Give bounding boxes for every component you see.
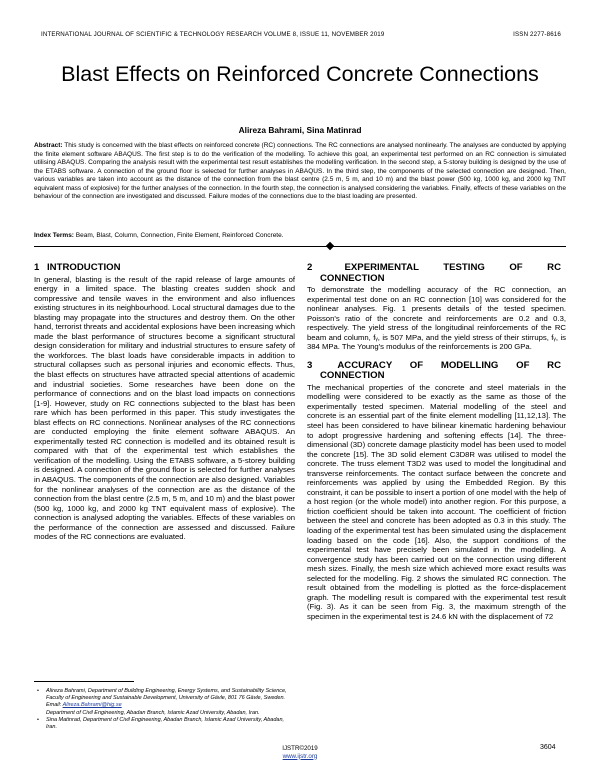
journal-name: INTERNATIONAL JOURNAL OF SCIENTIFIC & TECHNOLOGY RESEARCH VOLUME 8, ISSUE 11, NOVEMBER 2019	[41, 31, 385, 38]
section-heading-line: CONNECTION	[320, 272, 385, 284]
journal-url-link[interactable]: www.ijstr.org	[282, 752, 318, 760]
section-heading-accuracy	[307, 361, 566, 382]
section-heading-line	[307, 263, 566, 274]
section-number: 2	[307, 262, 313, 273]
index-terms-text: Beam, Blast, Column, Connection, Finite Element, Reinforced Concrete.	[75, 232, 284, 239]
affiliations	[34, 681, 295, 731]
paper-title: Blast Effects on Reinforced Concrete Connections	[61, 62, 539, 86]
author-email-link[interactable]: Alireza.Bahrami@hig.se	[62, 702, 122, 709]
section-heading-line: CONNECTION	[320, 370, 385, 382]
left-column	[34, 263, 295, 542]
abstract-label: Abstract:	[34, 142, 63, 149]
running-header	[41, 31, 561, 38]
section-separator	[34, 243, 566, 251]
affiliation-text: Sina Matinrad, Department of Civil Engineering, Abadan Branch, Islamic Azad University, Abadan, Iran.	[46, 716, 285, 731]
separator-line	[34, 246, 566, 247]
affiliation-text: Alireza Bahrami, Department of Building Engineering, Energy Systems, and Sustainability Science, Faculty of Engineering and Sustainable Development, University of Gävle, 801 76 Gävle, Sweden. Email:	[46, 688, 287, 709]
footnote-rule	[34, 681, 134, 682]
right-column	[307, 263, 566, 622]
affiliation-item	[46, 717, 295, 731]
section-number: 1	[34, 262, 40, 273]
index-terms	[34, 232, 566, 240]
section-heading-introduction	[34, 263, 295, 274]
introduction-text: In general, blasting is the result of the rapid release of large amounts of energy in a limited space. The blasting creates sudden shock and compressive and tensile waves in the environment and also influences existing structures in its neighbourhood. Local structural damages due to the blasting may propagate into the structures and destroy them. On the other hand, terrorist threats and accidental explosions have been increasing which made the blast performance of structures become a significant structural design consideration for military and industrial structures to ensure safety of the workforces. The blast loads have considerable impacts in addition to structural collapses such as personal injuries and economic effects. Thus, the blast effects on structures have attracted special attentions of academic and industrial societies. Some researches have been done on the performance of connections and on the blast load impacts on connections [1-9]. However, study on RC connections subjected to the blast has been rare which has been performed in this paper. This study investigates the blast effects on RC connections. Nonlinear analyses of the RC connections are conducted employing the finite element software ABAQUS. An experimentally tested RC connection is modelled and its obtained result is compared with that of the experimental test which establishes the verification of the modelling. Using the ETABS software, a 5-storey building is designed. A connection of the ground floor is selected for further analyses in ABAQUS. The components of the connection are also designed. Variables for the nonlinear analyses of the connection are as the distance of the connection from the blast centre (2.5 m, 5 m, and 10 m) and the blast power (500 kg, 1000 kg, and 2000 kg TNT equivalent mass of explosive). The connection is analysed adopting the variables. Effects of these variables on the performance of the connection are assessed and discussed. Failure modes of the RC connections are evaluated.	[34, 274, 295, 542]
experimental-text: To demonstrate the modelling accuracy of the RC connection, an experimental test done on an RC connection [10] was considered for the nonlinear analyses. Fig. 1 presents details of the tested specimen. Poisson's ratio of the concrete and reinforcements are 0.2 and 0.3, respectively. The yield stress of the longitudinal reinforcements of the RC beam and column, fᵧ, is 507 MPa, and the yield stress of their stirrups, fᵧ, is 384 MPa. The Young's modulus of the reinforcements is 200 GPa.	[307, 285, 566, 352]
abstract	[34, 142, 566, 202]
issn: ISSN 2277-8616	[513, 31, 561, 38]
accuracy-text: The mechanical properties of the concrete and steel materials in the modelling were considered to be exactly as the same as those of the experimentally tested specimen. Material modelling of the steel and concrete is an essential part of the finite element modelling [11,12,13]. The steel has been considered to have bilinear kinematic hardening behaviour to adopt progressive hardening and softening effects [14]. The three-dimensional (3D) concrete damage plasticity model has been used to model the concrete [15]. The 3D solid element C3D8R was utilised to model the concrete. The truss element T3D2 was used to model the longitudinal and transverse reinforcements. The contact surface between the concrete and reinforcements was applied by using the Embedded Region. By this constraint, it can be possible to insert a portion of one model with the help of a host region (or the whole model) into another region. For this purpose, a friction coefficient should be taken into account. The coefficient of friction between the steel and concrete has been adopted as 0.3 in this study. The loading of the experimental test has been simulated using the displacement loading based on the code [16]. Also, the support conditions of the experimental test have precisely been simulated in the modelling. A convergence study has been carried out on the connection using different mesh sizes. Finally, the mesh size which achieved more exact results was selected for the modelling. Fig. 2 shows the simulated RC connection. The result obtained from the modelling is plotted as the force-displacement graph. The modelling result is compared with the experimental test result (Fig. 3). As it can be seen from Fig. 3, the maximum strength of the specimen in the experimental test is 24.6 kN with the displacement of 72	[307, 382, 566, 621]
affiliation-list	[34, 688, 295, 731]
author-list: Alireza Bahrami, Sina Matinrad	[238, 125, 362, 135]
diamond-icon	[326, 242, 334, 250]
affiliation-item	[46, 688, 295, 717]
page-footer	[0, 745, 600, 760]
copyright: IJSTR©2019	[282, 745, 318, 752]
section-title: ACCURACY OF MODELLING OF RC	[337, 359, 561, 371]
abstract-text: This study is concerned with the blast effects on reinforced concrete (RC) connections. The RC connections are analysed nonlinearly. The analyses are conducted by applying the finite element software ABAQUS. The first step is to do the verification of the modelling. To achieve this goal, an experimental test performed on an RC connection is simulated utilising ABAQUS. Comparing the analysis result with the experimental test result establishes the modelling verification. In the second step, a 5-storey building is designed by the use of the ETABS software. A connection of the ground floor is selected for further analyses in ABAQUS. In the third step, the components of the selected connection are designed. Then, various variables are taken into account as the distance of the connection from the blast centre (2.5 m, 5 m, and 10 m) and the blast power (500 kg, 1000 kg, and 2000 kg TNT equivalent mass of explosive) for the further analyses of the connection. In the fourth step, the connection is analysed considering the variables. Finally, effects of these variables on the behaviour of the connection are investigated and discussed. Failure modes of the connections due to the blast loading are presented.	[34, 142, 566, 200]
affiliation-text: Department of Civil Engineering, Abadan Branch, Islamic Azad University, Abadan, Iran.	[46, 709, 260, 716]
section-title: EXPERIMENTAL TESTING OF RC	[344, 262, 561, 273]
section-title: INTRODUCTION	[47, 262, 121, 273]
page-number: 3604	[540, 744, 556, 751]
section-number: 3	[307, 359, 313, 371]
section-heading-experimental	[307, 263, 566, 284]
index-terms-label: Index Terms:	[34, 232, 74, 239]
